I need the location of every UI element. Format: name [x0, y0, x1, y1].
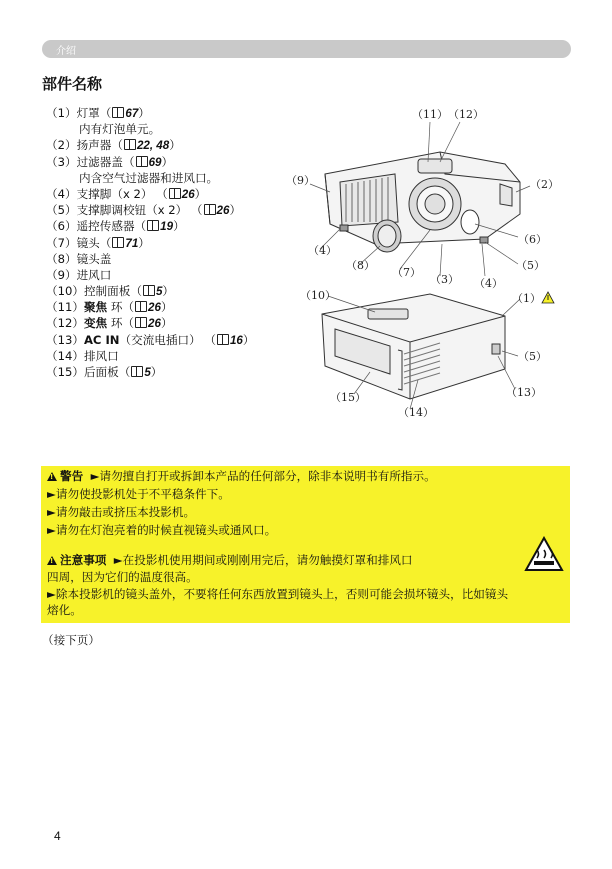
part-item	[46, 170, 296, 186]
warning-line-0	[47, 468, 436, 484]
warning-text: ►请勿擅自打开或拆卸本产品的任何部分，除非本说明书有所指示。	[90, 469, 436, 483]
part-name-bold: AC IN	[83, 332, 120, 347]
part-number: （5）	[46, 203, 77, 218]
page-reference: 22, 48	[136, 139, 170, 153]
projector-rear-view	[322, 294, 505, 399]
part-name-tail: ）	[161, 154, 174, 169]
figure-callout: （4）	[474, 277, 503, 290]
part-name-tail: ）	[160, 300, 173, 315]
part-number: （12）	[46, 316, 84, 331]
part-name-tail: ）	[229, 203, 242, 218]
page-reference: 26	[181, 187, 195, 201]
figure-callout: （15）	[330, 391, 366, 404]
manual-book-icon	[135, 317, 147, 328]
manual-book-icon	[204, 204, 216, 215]
manual-book-icon	[112, 107, 124, 118]
part-name: 过滤器盖（	[76, 154, 135, 169]
warning-line-1: ►请勿使投影机处于不平稳条件下。	[47, 487, 230, 501]
page-reference: 16	[229, 333, 243, 347]
part-item	[46, 235, 296, 251]
figure-callout: （3）	[430, 273, 459, 286]
manual-book-icon	[143, 285, 155, 296]
projector-front-view	[325, 152, 520, 252]
page-reference: 26	[148, 301, 161, 315]
figure-callout: （13）	[506, 386, 542, 399]
part-description: 内有灯泡单元。	[79, 122, 161, 137]
figure-callout: （9）	[286, 174, 315, 187]
part-number: （4）	[46, 186, 77, 201]
hot-surface-icon	[524, 536, 564, 572]
part-name: 控制面板（	[83, 284, 142, 299]
part-name-tail: ）	[162, 284, 174, 299]
section-label: 介绍	[56, 46, 76, 57]
part-number: （7）	[46, 235, 77, 250]
page-title: 部件名称	[42, 75, 103, 93]
part-name: 支撑脚调校钮（x 2） （	[76, 203, 203, 218]
part-name: 扬声器（	[76, 138, 123, 153]
part-number: （11）	[46, 300, 84, 315]
warning-line-2: ►请勿敲击或挤压本投影机。	[47, 505, 196, 519]
page-reference: 69	[148, 155, 162, 169]
part-item	[46, 121, 296, 137]
part-name: 环（	[107, 316, 135, 331]
page-reference: 67	[125, 107, 139, 120]
caution-label: 注意事项	[60, 553, 107, 567]
part-number: （10）	[46, 284, 84, 299]
part-name-tail: ）	[138, 235, 150, 250]
part-item	[46, 105, 296, 121]
part-number: （1）	[46, 106, 77, 120]
figure-callout: （4）	[308, 244, 337, 257]
continued-note: （接下页）	[42, 633, 100, 647]
part-number: （13）	[46, 332, 84, 347]
figure-callout: （5）	[518, 350, 547, 363]
part-name: 支撑脚（x 2） （	[76, 186, 168, 201]
manual-book-icon	[217, 334, 229, 345]
page-reference: 71	[125, 236, 139, 250]
part-name-bold: 变焦	[83, 316, 108, 331]
warning-triangle-icon	[47, 472, 57, 481]
manual-book-icon	[124, 139, 136, 150]
part-name-tail: ）	[138, 106, 150, 120]
figure-callout: （12）	[448, 108, 484, 121]
section-header-bar	[42, 40, 571, 58]
figure-callout: （2）	[530, 178, 559, 191]
page-reference: 26	[216, 204, 230, 218]
part-name-tail: ）	[242, 332, 255, 347]
part-name-tail: ）	[160, 316, 173, 331]
figure-callout: （7）	[392, 266, 421, 279]
page-reference: 5	[144, 366, 151, 379]
manual-book-icon	[131, 366, 143, 377]
part-item	[46, 186, 296, 202]
projector-figure	[280, 104, 570, 424]
figure-callout: （8）	[346, 259, 375, 272]
warning-label: 警告	[60, 469, 84, 483]
part-number: （6）	[46, 219, 77, 234]
part-name: 进风口	[76, 267, 112, 282]
manual-book-icon	[136, 156, 148, 167]
caution-triangle-icon	[47, 556, 57, 565]
figure-callout: （10）	[300, 289, 336, 302]
part-number: （14）	[46, 348, 84, 363]
figure-callout: （5）	[516, 259, 545, 272]
part-description: 内含空气过滤器和进风口。	[79, 170, 219, 185]
part-name-tail: ）	[169, 138, 181, 153]
hot-surface-warning-icon	[542, 292, 554, 303]
part-item	[46, 218, 296, 234]
part-item	[46, 348, 296, 364]
part-name: 镜头（	[76, 235, 112, 250]
manual-book-icon	[147, 220, 159, 231]
page-reference: 19	[160, 220, 174, 234]
manual-book-icon	[135, 301, 147, 312]
part-name: 排风口	[83, 348, 119, 363]
part-name: 遥控传感器（	[76, 219, 147, 234]
part-item	[46, 154, 296, 170]
part-name: 后面板（	[83, 365, 131, 379]
part-number: （2）	[46, 138, 77, 153]
part-item	[46, 251, 296, 267]
page-reference: 5	[155, 285, 163, 299]
part-number: （9）	[46, 267, 77, 282]
warning-box	[41, 466, 570, 623]
caution-line-2: ►除本投影机的镜头盖外，不要将任何东西放置到镜头上，否则可能会损坏镜头，比如镜头熔化。	[47, 587, 509, 617]
manual-book-icon	[112, 237, 124, 248]
part-name-tail: ）	[150, 365, 163, 379]
caution-line-0	[47, 552, 413, 568]
part-name-bold: 聚焦	[83, 300, 108, 315]
warning-line-3: ►请勿在灯泡亮着的时候直视镜头或通风口。	[47, 523, 277, 537]
part-name: （交流电插口） （	[119, 332, 216, 347]
caution-line-1: 四周，因为它们的温度很高。	[47, 570, 198, 584]
part-name: 环（	[107, 300, 135, 315]
part-name: 灯罩（	[76, 106, 112, 120]
part-number: （8）	[46, 251, 77, 266]
part-item	[46, 299, 296, 315]
part-item	[46, 283, 296, 299]
part-item	[46, 315, 296, 331]
part-item	[46, 332, 296, 348]
part-name-tail: ）	[173, 219, 185, 234]
part-number: （3）	[46, 154, 77, 169]
parts-list	[46, 105, 296, 380]
page-reference: 26	[148, 317, 161, 331]
part-name: 镜头盖	[76, 251, 112, 266]
part-item	[46, 267, 296, 283]
part-number: （15）	[46, 365, 84, 379]
part-name-tail: ）	[194, 186, 207, 201]
part-item	[46, 364, 296, 380]
figure-callout: （14）	[398, 406, 434, 419]
part-item	[46, 137, 296, 153]
figure-callout: （1）	[512, 292, 541, 305]
page-number: 4	[54, 829, 61, 843]
manual-book-icon	[169, 188, 181, 199]
figure-callout: （6）	[518, 233, 547, 246]
figure-callout: （11）	[412, 108, 448, 121]
part-item	[46, 202, 296, 218]
caution-text: ►在投影机使用期间或刚刚用完后，请勿触摸灯罩和排风口	[113, 553, 413, 567]
